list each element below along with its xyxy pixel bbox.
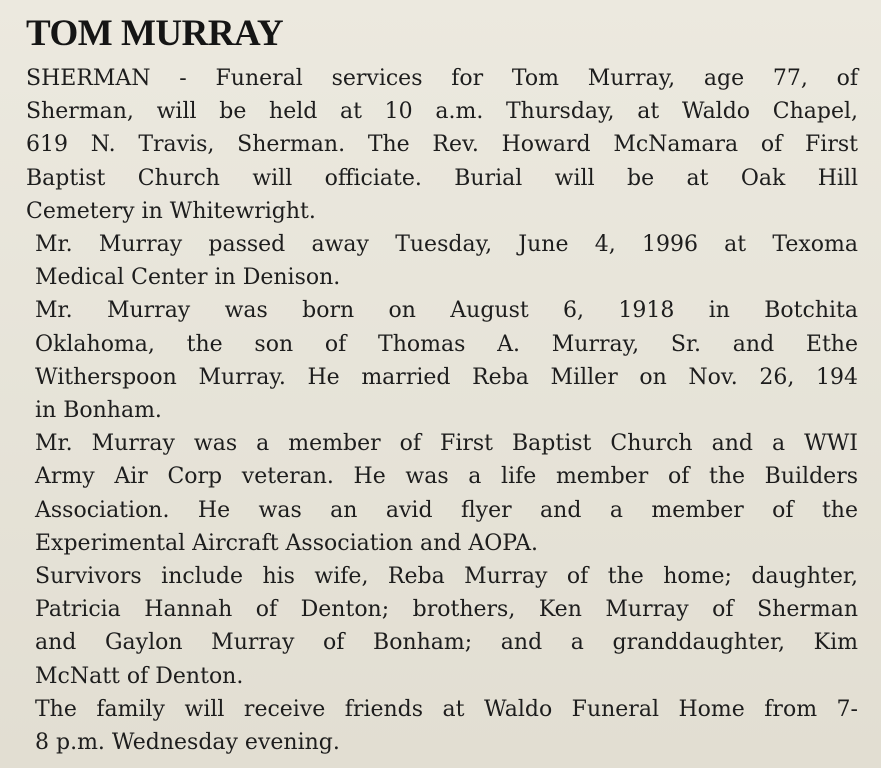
text-line: Oklahoma, the son of Thomas A. Murray, Sr. and Ethe xyxy=(35,331,858,357)
paragraph-death xyxy=(26,228,858,294)
text-line: Mr. Murray passed away Tuesday, June 4, 1996 at Texoma xyxy=(35,232,858,258)
text-line: Sherman, will be held at 10 a.m. Thursday, at Waldo Chapel, xyxy=(26,99,858,125)
paragraph-membership xyxy=(26,427,858,560)
paragraph-survivors xyxy=(26,560,858,693)
text-line: 8 p.m. Wednesday evening. xyxy=(35,730,340,756)
text-line: Survivors include his wife, Reba Murray of the home; daughter, xyxy=(35,564,858,590)
text-line: Patricia Hannah of Denton; brothers, Ken Murray of Sherman xyxy=(35,597,858,623)
text-line: and Gaylon Murray of Bonham; and a granddaughter, Kim xyxy=(35,630,858,656)
obituary-body xyxy=(26,62,858,759)
text-line: 619 N. Travis, Sherman. The Rev. Howard McNamara of First xyxy=(26,132,858,158)
text-line: Medical Center in Denison. xyxy=(35,265,341,291)
text-line: Witherspoon Murray. He married Reba Miller on Nov. 26, 194 xyxy=(35,364,858,390)
text-line: Mr. Murray was a member of First Baptist Church and a WWI xyxy=(35,431,858,457)
text-line: Army Air Corp veteran. He was a life member of the Builders xyxy=(35,464,858,490)
text-line: Association. He was an avid flyer and a member of the xyxy=(35,497,858,523)
text-line: SHERMAN - Funeral services for Tom Murray, age 77, of xyxy=(26,66,858,91)
text-line: in Bonham. xyxy=(35,398,162,424)
text-line: The family will receive friends at Waldo Funeral Home from 7- xyxy=(35,696,858,722)
text-line: Cemetery in Whitewright. xyxy=(26,198,316,224)
paragraph-visitation xyxy=(26,693,858,759)
text-line: Baptist Church will officiate. Burial will be at Oak Hill xyxy=(26,165,858,191)
obituary-headline: TOM MURRAY xyxy=(26,13,284,54)
text-line: Experimental Aircraft Association and AOPA. xyxy=(35,530,538,556)
paragraph-birth xyxy=(26,294,858,427)
text-line: Mr. Murray was born on August 6, 1918 in Botchita xyxy=(35,298,858,324)
paragraph-services xyxy=(26,62,858,228)
text-line: McNatt of Denton. xyxy=(35,663,244,689)
